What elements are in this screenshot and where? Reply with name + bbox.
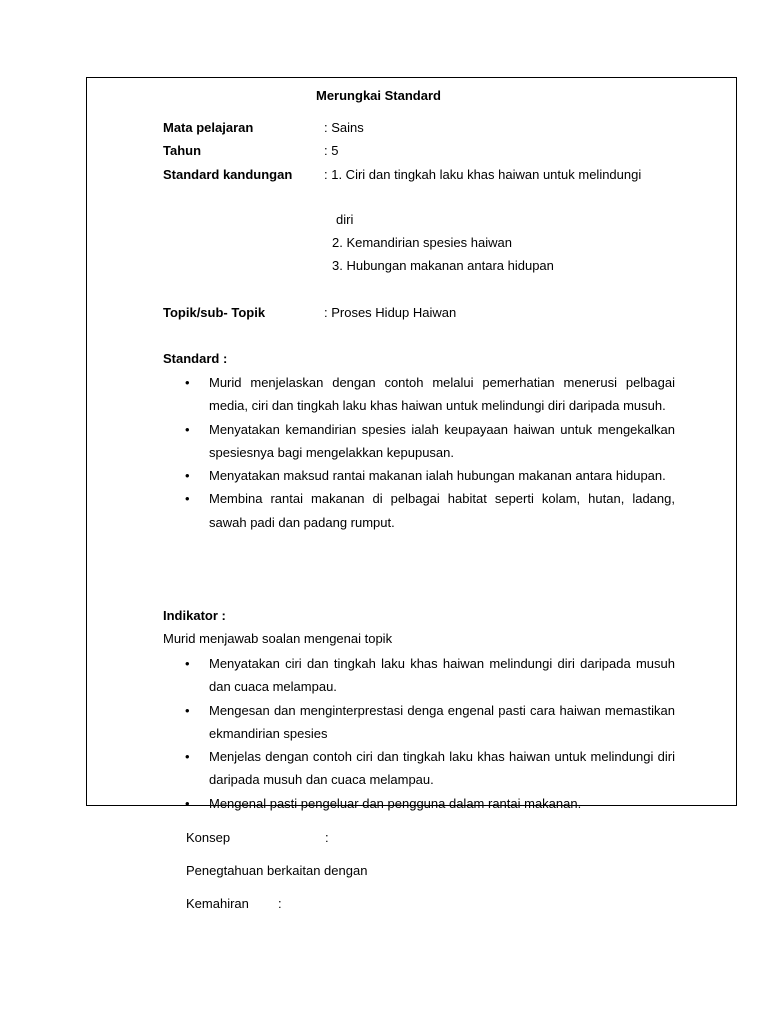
- list-item-text: Menyatakan ciri dan tingkah laku khas haiwan melindungi diri daripada musuh dan cuaca melampau.: [209, 656, 675, 695]
- bullet-icon: •: [185, 421, 190, 437]
- content-standard-line1: : 1. Ciri dan tingkah laku khas haiwan untuk melindungi: [324, 167, 642, 182]
- list-item-text: Menyatakan maksud rantai makanan ialah hubungan makanan antara hidupan.: [209, 468, 666, 484]
- subject-label: Mata pelajaran: [163, 120, 254, 135]
- year-value: : 5: [324, 143, 339, 158]
- indikator-heading: Indikator :: [163, 608, 226, 623]
- bullet-icon: •: [185, 375, 190, 390]
- list-item: [163, 745, 675, 792]
- konsep-label: Konsep: [186, 830, 231, 845]
- list-item: [163, 792, 675, 815]
- list-item: [163, 699, 675, 746]
- list-item-text: Mengesan dan menginterprestasi denga engenal pasti cara haiwan memastikan ekmandirian spesies: [209, 702, 675, 741]
- konsep-colon: :: [325, 830, 329, 845]
- indikator-list: [163, 652, 675, 815]
- list-item: [163, 371, 675, 418]
- subject-value: : Sains: [324, 120, 364, 135]
- list-item-text: Menjelas dengan contoh ciri dan tingkah laku khas haiwan untuk melindungi diri daripada musuh dan cuaca melampau.: [209, 749, 675, 788]
- list-item: [163, 418, 675, 465]
- list-item-text: Menyatakan kemandirian spesies ialah keupayaan haiwan untuk mengekalkan spesiesnya bagi mengelakkan kepupusan.: [209, 421, 675, 460]
- content-standard-line4: 3. Hubungan makanan antara hidupan: [332, 258, 554, 273]
- content-standard-line2: diri: [336, 212, 354, 227]
- list-item: [163, 487, 675, 534]
- indikator-intro: Murid menjawab soalan mengenai topik: [163, 631, 393, 646]
- kemahiran-label: Kemahiran: [186, 896, 249, 911]
- content-standard-line3: 2. Kemandirian spesies haiwan: [332, 235, 512, 250]
- bullet-icon: •: [185, 795, 190, 811]
- standard-heading: Standard :: [163, 351, 228, 366]
- page-title: Merungkai Standard: [316, 88, 441, 103]
- list-item-text: Membina rantai makanan di pelbagai habitat seperti kolam, hutan, ladang, sawah padi dan padang rumput.: [209, 491, 675, 530]
- kemahiran-colon: :: [278, 896, 282, 911]
- bullet-icon: •: [185, 468, 190, 484]
- bullet-icon: •: [185, 749, 190, 765]
- list-item-text: Mengenal pasti pengeluar dan pengguna dalam rantai makanan.: [209, 795, 582, 811]
- list-item-text: Murid menjelaskan dengan contoh melalui pemerhatian menerusi pelbagai media, ciri dan tingkah laku khas haiwan untuk melindungi diri daripada musuh.: [209, 375, 675, 414]
- topic-label: Topik/sub- Topik: [163, 305, 266, 320]
- topic-value: : Proses Hidup Haiwan: [324, 305, 457, 320]
- list-item: [163, 464, 675, 487]
- content-standard-label: Standard kandungan: [163, 167, 293, 182]
- bullet-icon: •: [185, 656, 190, 671]
- year-label: Tahun: [163, 143, 202, 158]
- pengetahuan-text: Penegtahuan berkaitan dengan: [186, 863, 368, 878]
- list-item: [163, 652, 675, 699]
- bullet-icon: •: [185, 702, 190, 718]
- bullet-icon: •: [185, 491, 190, 507]
- standard-list: [163, 371, 675, 534]
